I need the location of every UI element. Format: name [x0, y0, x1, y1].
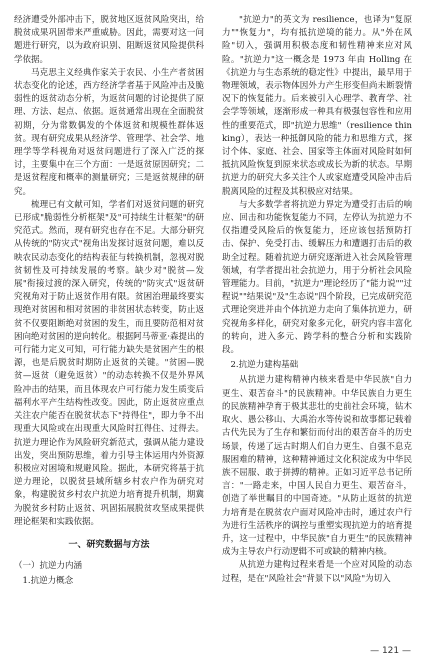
- paragraph: 与大多数学者将抗逆力界定为遭受打击后的响应、回击和功能恢复能力不同，左停认为抗逆力不仅指遭受风险后的恢复能力，还应该包括预防打击、保护、免受打击、缓解压力和遭遇打击后的救助全过程。随着抗逆力研究逐渐进入社会风险管理领域，有学者提出社会抗逆力，用于分析社会风险管理能力。目前，"抗逆力"理论经历了"能力说""过程说""结果说"及"生态说"四个阶段，已完成研究范式理论突进并由个体抗逆力走向了集体抗逆力，研究视角多样化，研究对象多元化，研究内容丰富化的转向，进入多元、跨学科的整合分析和实践阶段。: [222, 199, 412, 356]
- page-number: — 121 —: [370, 646, 411, 656]
- subsection-heading: 2.抗逆力建构基础: [230, 360, 299, 371]
- left-column: [14, 14, 204, 591]
- paragraph: 从抗逆力建构过程来看是一个应对风险的动态过程，是在"风险社会"背景下以"风险"为切入: [222, 560, 412, 584]
- paragraph: 经济遭受外部冲击下，脱贫地区返贫风险突出，给脱贫成果巩固带来严重威胁。因此，需要对这一问题进行研究，以为政府识别、阻断返贫风险提供科学依据。: [14, 15, 204, 65]
- paragraph: 马克思主义经典作家关于农民、小生产者贫困状态变化的论述，西方经济学者基于风险冲击及脆弱性的返贫动态分析，为返贫问题的讨论提供了原理、方法、起点、依据。返贫通常出现在全面脱贫初期，分为常数偶发的个体返贫和规模性群体返贫。现有研究成果从经济学、管理学、社会学、地理学等学科视角对返贫问题进行了深入广泛的探讨，主要集中在三个方面：一是返贫原因研究；二是返贫程度和概率的测量研究；三是返贫规律的研究。: [14, 67, 204, 197]
- subsection-heading: （一）抗逆力内涵: [14, 561, 83, 572]
- paragraph: 梳理已有文献可知，学者们对返贫问题的研究已形成"脆弱性分析框架"及"可持续生计框架"的研究范式。然而，现有研究也存在不足。大部分研究从传统的"防灾式"视角出发探讨返贫问题，难以反映农民动态变化的结构表征与转换机制，忽视对脱贫韧性及可持续发展的考察。缺少对"脱贫—发展"衔接过渡的深入研究，传统的"防灾式"返贫研究视角对于防止返贫作用有限。贫困治理最终要实现绝对贫困和相对贫困的非贫困状态转变，防止返贫不仅要阻断绝对贫困的发生，而且要防范相对贫困向绝对贫困的逆向转化。根据阿马蒂亚·森提出的可行能力定义可知，可行能力缺失是贫困产生的根源，也是后脱贫时期防止返贫的关键。"贫困—脱贫—返贫（避免返贫）"的动态转换不仅是外界风险冲击的结果，而且体现农户可行能力发生质变后福利水平产生结构性改变。因此，防止返贫应重点关注农户能否在脱贫状态下"持得住"，即力争不出现重大风险或在出现重大风险时扛得住、过得去。抗逆力理论作为风险研究新范式，强调从能力建设出发，突出预防思维，着力引导主体运用内外资源积极应对困境和规避风险。据此，本研究将基于抗逆力理论，以脱贫县域所辖乡村农户作为研究对象，构建脱贫乡村农户抗逆力培育提升机制，期冀为脱贫乡村防止返贫、巩固拓展脱贫攻坚成果提供理论框架和实践依据。: [14, 199, 204, 527]
- subsubsection-heading: 1.抗逆力概念: [22, 576, 74, 587]
- paragraph: 从抗逆力建构精神内核来看是中华民族"自力更生、艰苦奋斗"的民族精神。中华民族自力更生的民族精神孕育于极其悲壮的史前社会环境，钻木取火、愚公移山、大禹治水等传说和故事都记载着古代先民为了生存和繁衍而付出的艰苦奋斗的历史场景，传递了远古时期人们自力更生、自强不息克服困难的精神，这种精神通过文化积淀成为中华民族不屈服、敢于拼搏的精神。正如习近平总书记所言："一路走来，中国人民自力更生、艰苦奋斗，创造了举世瞩目的中国奇迹。"从防止返贫的抗逆力培育是在脱贫农户面对风险冲击时，通过农户行为进行生活秩序的调控与重塑实现抗逆力的培育提升，这一过程中，中华民族"自力更生"的民族精神成为主导农户行动逻辑不可或缺的精神内核。: [222, 375, 412, 558]
- right-column: [222, 14, 412, 586]
- section-heading: 一、研究数据与方法: [68, 539, 150, 550]
- paragraph: "抗逆力"的英文为 resilience，也译为"复原力""恢复力"，均有抵抗逆境的能力。从"外在风险"切入，强调用积极态度和韧性精神来应对风险。"抗逆力"这一概念是 1973 年由 Holling 在《抗逆力与生态系统的稳定性》中提出，最早用于物理领域，表示物体因外力产生形变但尚未断裂情况下的恢复能力。后来被引入心理学、教育学、社会学等领域，逐渐形成一种具有极强包容性和应用性的重要范式，即"抗逆力思维"（resilience thinking），表达一种抵御风险的能力和思维方式，探讨个体、家庭、社会、国家等主体面对风险时如何抵抗风险恢复到原来状态或成长为新的状态。早期抗逆力的研究大多关注个人或家庭遭受风险冲击后脱离风险的过程及其积极应对结果。: [222, 15, 412, 197]
